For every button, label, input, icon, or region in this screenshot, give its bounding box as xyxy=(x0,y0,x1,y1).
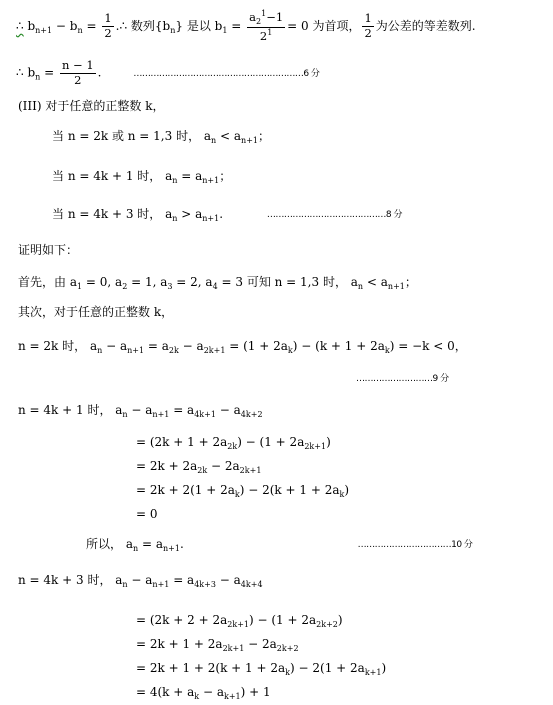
score-dots-8: ……………………………………8 分 xyxy=(266,210,402,220)
line-4k3-step2: = $2k + 1 + 2a_{2k+1} - 2a_{2k+2}$ xyxy=(136,637,299,653)
line-4k3-step3: = $2k + 1 + 2(k + 1 + 2a_k) - 2(1 + 2a_{k+1})$ xyxy=(136,661,387,677)
line-case-4k1: 当 n = 4k + 1 时， $a_n = a_{n+1}$； xyxy=(52,169,232,185)
line-4k1-step2: = $2k + 2a_{2k} - 2a_{2k+1}$ xyxy=(136,459,262,475)
line-proof-heading: 证明如下： xyxy=(18,243,79,257)
line-4k1-step4: = 0 xyxy=(136,507,158,521)
line-second: 其次，对于任意的正整数 k， xyxy=(18,305,174,319)
line-bn-formula: ∴ $b_n$ = $\frac{n - 1}{2}$ . ……………………………………………………6 分 xyxy=(16,58,320,87)
score-dots-9: ………………………9 分 xyxy=(356,374,449,384)
fraction-common-difference: $\frac{1}{2}$ xyxy=(364,11,372,40)
line-n-4k3: n = 4k + 3 时， $a_n - a_{n+1} = a_{4k+3} - a_{4k+4}$ xyxy=(18,573,263,589)
line-4k1-step3: = $2k + 2(1 + 2a_k) - 2(k + 1 + 2a_k)$ xyxy=(136,483,350,499)
line-4k3-step1: = $(2k + 2 + 2a_{2k+1}) - (1 + 2a_{2k+2})$ xyxy=(136,613,343,629)
line-therefore-equal: 所以， $a_n = a_{n+1}$. ……………………………10 分 xyxy=(86,537,473,553)
line-case-2k: 当 n = 2k 或 n = 1,3 时， $a_n < a_{n+1}$； xyxy=(52,129,271,145)
line-case-4k3: 当 n = 4k + 3 时， $a_n > a_{n+1}$. ……………………………………8 分 xyxy=(52,207,402,223)
fraction-b1: $\frac{a_2^1-1}{2^1}$ xyxy=(249,9,284,43)
line-first: 首先，由 $a_1 = 0$, $a_2 = 1$, $a_3 = 2$, $a_4 = 3$ 可知 n = 1,3 时， $a_n < a_{n+1}$； xyxy=(18,275,417,291)
line-part-iii: (III) 对于任意的正整数 k， xyxy=(18,99,165,113)
score-dots-6: ……………………………………………………6 分 xyxy=(133,68,320,79)
line-n-2k: n = 2k 时， $a_n - a_{n+1} = a_{2k} - a_{2k+1} = (1 + 2a_k) - (k + 1 + 2a_k) = -k < 0$， xyxy=(18,339,467,355)
line-4k3-step4: = $4(k + a_k - a_{k+1}) + 1$ xyxy=(136,685,271,701)
line-n-4k1: n = 4k + 1 时， $a_n - a_{n+1} = a_{4k+1} - a_{4k+2}$ xyxy=(18,403,263,419)
line-4k1-step1: = $(2k + 1 + 2a_{2k}) - (1 + 2a_{2k+1})$ xyxy=(136,435,331,451)
therefore-symbol: ∴ xyxy=(16,18,24,33)
line-bn-difference: ∴ $b_{n+1} - b_n$ = $\frac{1}{2}$ .∴ 数列$\{b_n\}$ 是以 $b_1$ = $\frac{a_2^1-1}{2^1}$ = 0 为首项， $\frac{1}{2}$ 为公差的等差数列. xyxy=(16,9,476,43)
fraction-n-minus-1-over-2: $\frac{n - 1}{2}$ xyxy=(61,58,94,87)
fraction-one-half: $\frac{1}{2}$ xyxy=(104,11,112,40)
score-dots-10: ……………………………10 分 xyxy=(357,540,473,550)
